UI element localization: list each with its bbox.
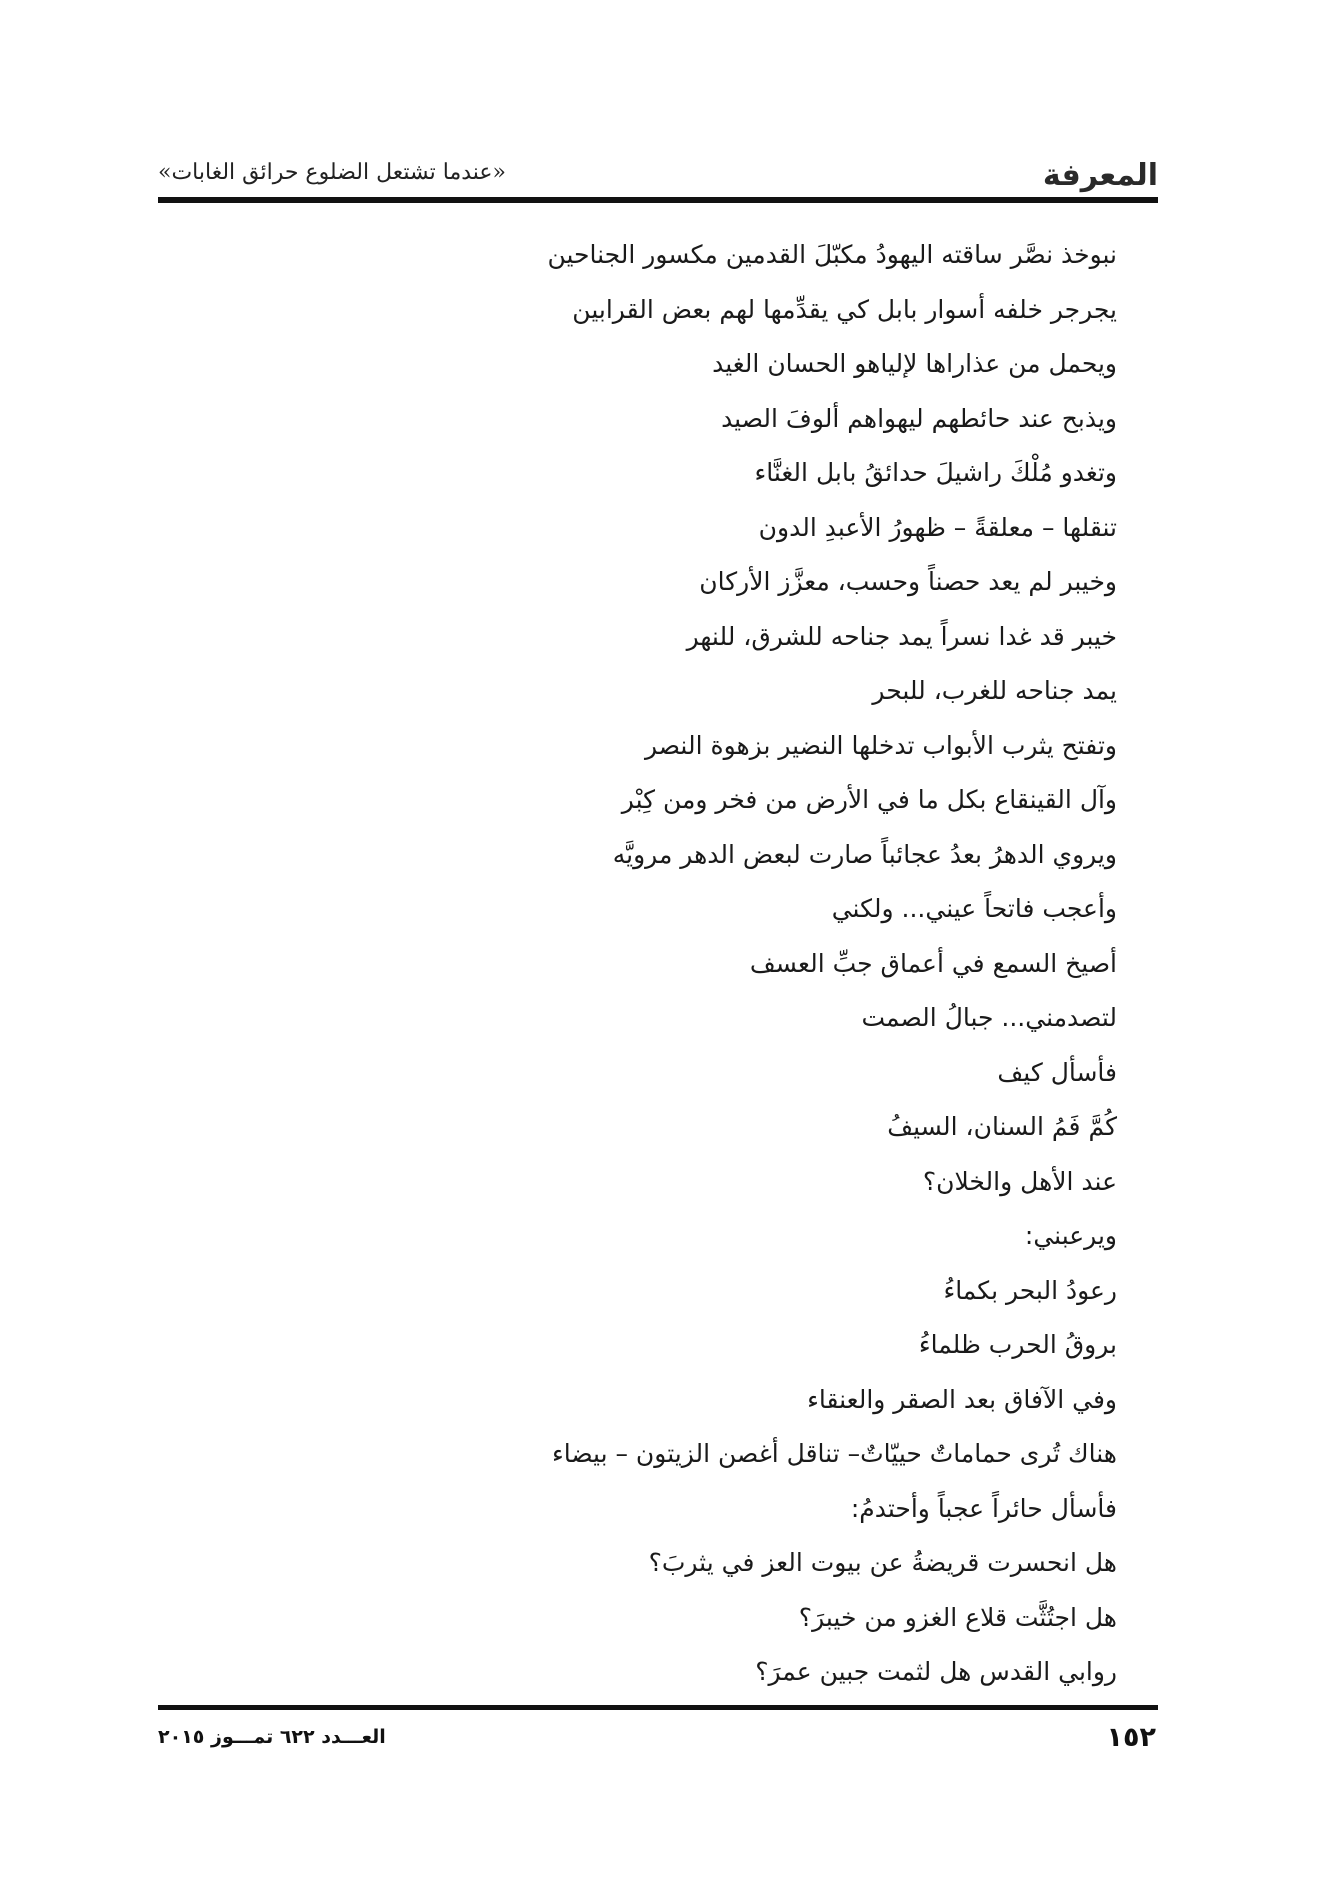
poem-line: وآل القينقاع بكل ما في الأرض من فخر ومن كِبْر [621, 785, 1117, 814]
poem-body [357, 228, 1117, 1700]
running-title: «عندما تشتعل الضلوع حرائق الغابات» [158, 160, 507, 185]
page-header [158, 150, 1158, 196]
poem-line: بروقُ الحرب ظلماءُ [918, 1330, 1117, 1359]
poem-line: ويذبح عند حائطهم ليهواهم ألوفَ الصيد [721, 403, 1117, 433]
poem-line: أصيخ السمع في أعماق جبِّ العسف [749, 948, 1117, 978]
poem-line: وتفتح يثرب الأبواب تدخلها النضير بزهوة النصر [644, 730, 1117, 760]
poem-line: وفي الآفاق بعد الصقر والعنقاء [807, 1384, 1117, 1414]
poem-line: روابي القدس هل لثمت جبين عمرَ؟ [755, 1657, 1117, 1686]
poem-line: لتصدمني... جبالُ الصمت [861, 1003, 1117, 1032]
poem-line: خيبر قد غدا نسراً يمد جناحه للشرق، للنهر [686, 621, 1117, 651]
poem-line: تنقلها – معلقةً – ظهورُ الأعبدِ الدون [758, 512, 1117, 542]
issue-info: العـــدد ٦٢٢ تمـــوز ٢٠١٥ [158, 1726, 386, 1748]
poem-line: يمد جناحه للغرب، للبحر [872, 676, 1117, 705]
poem-line: هل اجتُثَّت قلاع الغزو من خيبرَ؟ [798, 1602, 1117, 1632]
poem-line: ويروي الدهرُ بعدُ عجائباً صارت لبعض الدهر مرويَّه [612, 839, 1117, 869]
page-number: ١٥٢ [1106, 1722, 1156, 1753]
poem-line: كُمَّ فَمُ السنان، السيفُ [887, 1112, 1117, 1141]
footer-rule [158, 1705, 1158, 1710]
poem-line: فأسأل حائراً عجباً وأحتدمُ: [850, 1493, 1117, 1523]
poem-line: رعودُ البحر بكماءُ [943, 1275, 1117, 1305]
page-footer [158, 1722, 1158, 1762]
poem-line: عند الأهل والخلان؟ [922, 1166, 1117, 1196]
poem-line: وخيبر لم يعد حصناً وحسب، معزَّز الأركان [699, 567, 1117, 596]
header-rule [158, 197, 1158, 203]
poem-line: هناك تُرى حماماتٌ حييّاتٌ– تناقل أغصن الزيتون – بيضاء [551, 1439, 1117, 1468]
poem-line: يجرجر خلفه أسوار بابل كي يقدِّمها لهم بعض القرابين [572, 294, 1117, 324]
poem-line: وتغدو مُلْكَ راشيلَ حدائقُ بابل الغنَّاء [754, 458, 1117, 487]
poem-line: نبوخذ نصَّر ساقته اليهودُ مكبّلَ القدمين مكسور الجناحين [547, 240, 1117, 269]
poem-line: هل انحسرت قريضةُ عن بيوت العز في يثربَ؟ [648, 1548, 1117, 1577]
poem-line: فأسأل كيف [997, 1057, 1117, 1087]
poem-line: ويرعبني: [1024, 1221, 1117, 1250]
poem-line: ويحمل من عذاراها لإلياهو الحسان الغيد [712, 349, 1117, 378]
poem-line: وأعجب فاتحاً عيني... ولكني [831, 894, 1117, 923]
magazine-logo: المعرفة [1042, 158, 1158, 193]
